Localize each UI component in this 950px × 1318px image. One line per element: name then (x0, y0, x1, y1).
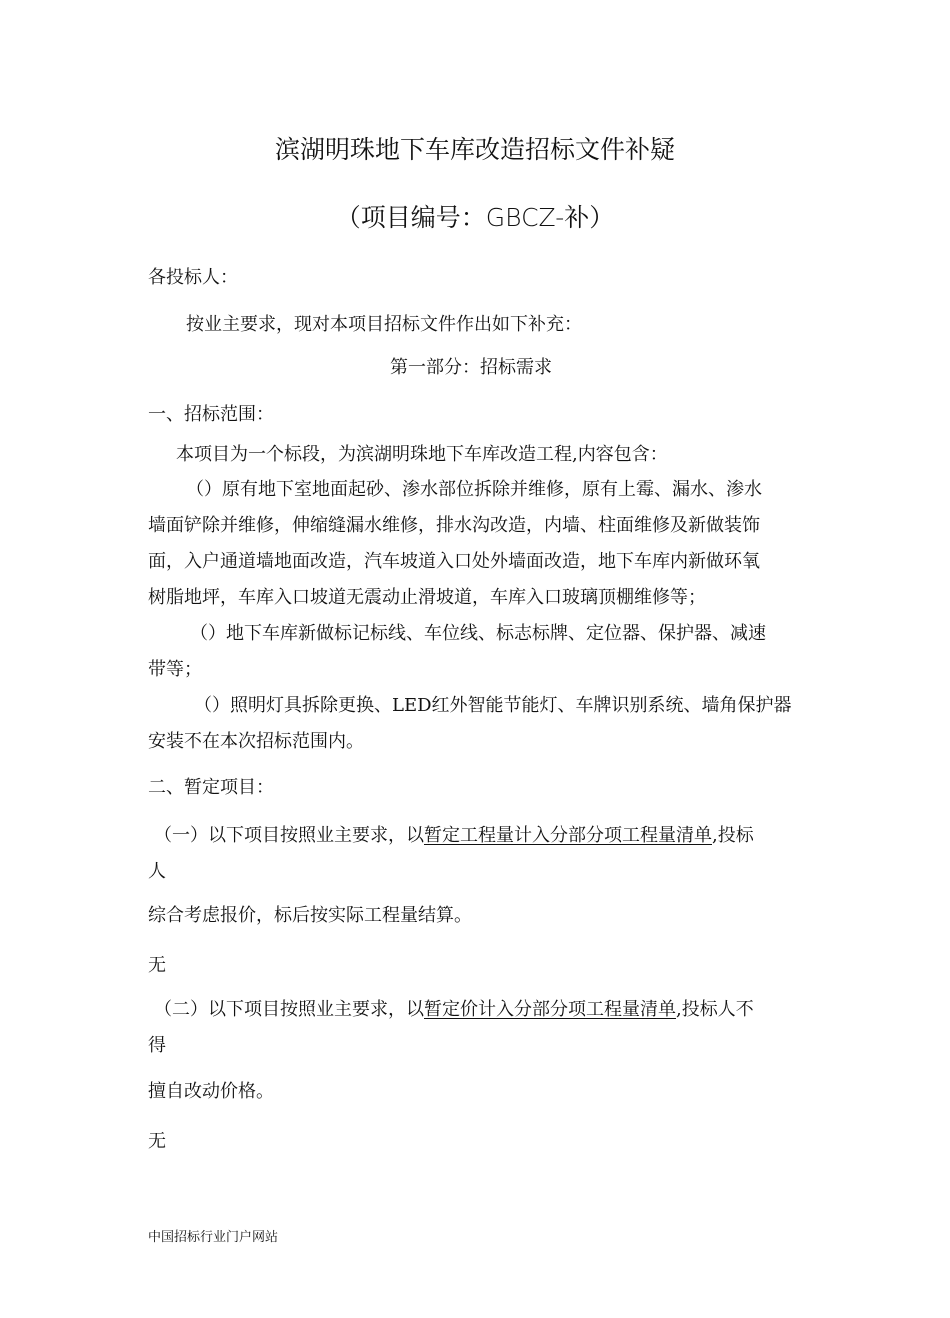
provisional-item-2-text: （二）以下项目按照业主要求，以 (154, 999, 424, 1020)
scope-item-1-line-2: 墙面铲除并维修，伸缩缝漏水维修，排水沟改造，内墙、柱面维修及新做装饰 (148, 515, 760, 536)
intro-paragraph: 按业主要求，现对本项目招标文件作出如下补充： (186, 314, 582, 335)
scope-item-2-line-1: （）地下车库新做标记标线、车位线、标志标牌、定位器、保护器、减速 (190, 623, 766, 644)
none-label-2: 无 (148, 1131, 166, 1152)
project-number: （项目编号：GBCZ-补） (335, 203, 615, 232)
none-label-1: 无 (148, 955, 166, 976)
footer-source: 中国招标行业门户网站 (148, 1230, 279, 1245)
provisional-item-1-tail: ,投标 (712, 825, 754, 846)
provisional-item-2 (154, 998, 754, 1022)
document-title: 滨湖明珠地下车库改造招标文件补疑 (274, 135, 675, 164)
scope-item-3-line-1: （）照明灯具拆除更换、LED红外智能节能灯、车牌识别系统、墙角保护器 (194, 695, 792, 716)
provisional-price-link: 暂定价计入分部分项工程量清单 (424, 999, 676, 1020)
section1-lead: 本项目为一个标段，为滨湖明珠地下车库改造工程,内容包含： (176, 444, 668, 465)
scope-item-1-line-4: 树脂地坪，车库入口坡道无震动止滑坡道，车库入口玻璃顶棚维修等； (148, 587, 706, 608)
section2-heading: 二、暂定项目： (148, 777, 274, 798)
provisional-item-2-line-3: 擅自改动价格。 (148, 1081, 274, 1102)
scope-item-2-line-2: 带等； (148, 659, 202, 680)
part-heading: 第一部分：招标需求 (390, 357, 552, 378)
provisional-item-2-tail: ,投标人不 (676, 999, 754, 1020)
scope-item-3-line-2: 安装不在本次招标范围内。 (148, 731, 364, 752)
provisional-item-1-line-2: 人 (148, 861, 166, 882)
scope-item-1-line-1: （）原有地下室地面起砂、渗水部位拆除并维修，原有上霉、漏水、渗水 (186, 479, 762, 500)
provisional-item-1-text: （一）以下项目按照业主要求，以 (154, 825, 424, 846)
section1-heading: 一、招标范围： (148, 404, 274, 425)
provisional-item-1-line-3: 综合考虑报价，标后按实际工程量结算。 (148, 905, 472, 926)
provisional-item-1 (154, 824, 754, 848)
provisional-quantity-link: 暂定工程量计入分部分项工程量清单 (424, 825, 712, 846)
scope-item-1-line-3: 面，入户通道墙地面改造，汽车坡道入口处外墙面改造，地下车库内新做环氧 (148, 551, 760, 572)
salutation: 各投标人： (148, 267, 238, 288)
provisional-item-2-line-2: 得 (148, 1035, 166, 1056)
